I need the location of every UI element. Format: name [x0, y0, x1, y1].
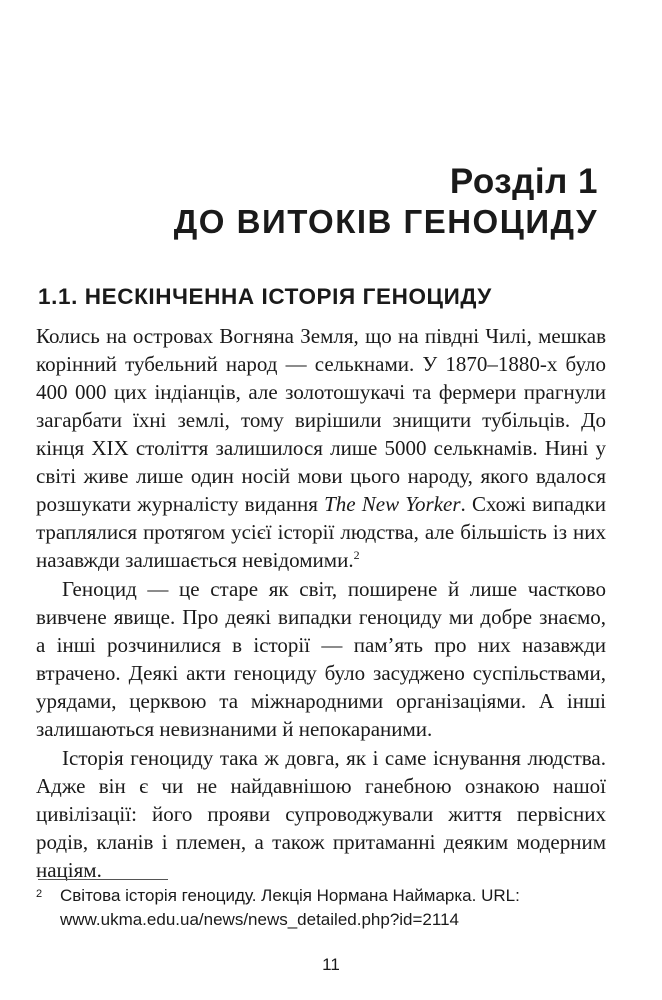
paragraph-1: [36, 322, 606, 574]
paragraph-3: Історія геноциду така ж довга, як і саме існування людства. Адже він є чи не найдавнішою ганебною ознакою нашої цивілізації: його прояви супроводжували життя первісних родів, кланів і племен, а також притаманні деяким модерним націям.: [36, 746, 606, 882]
paragraph-1-text-start: Колись на островах Вогняна Земля, що на півдні Чилі, мешкав корінний тубельний народ — селькнами. У 1870–1880-х було 400 000 цих індіанців, але золотошукачі та фермери прагнули загарбати їхні землі, тому вирішили знищити тубільців. До кінця XIX століття залишилося лише 5000 селькнамів. Нині у світі живе лише один носій мови цього народу, якого вдалося розшукати журналісту видання: [36, 324, 606, 516]
footnote-text: Світова історія геноциду. Лекція Нормана Наймарка. URL: www.ukma.edu.ua/news/news_detailed.php?id=2114: [60, 886, 520, 929]
footnote-reference[interactable]: 2: [353, 548, 360, 562]
paragraph-1-text-end: . Схожі випадки траплялися протягом усієї історії людства, але більшість із них назавжди залишається невідомими.: [36, 492, 606, 572]
footnote-mark: 2: [36, 888, 43, 900]
section-heading: 1.1. НЕСКІНЧЕННА ІСТОРІЯ ГЕНОЦИДУ: [38, 284, 492, 309]
chapter-title: ДО ВИТОКІВ ГЕНОЦИДУ: [173, 203, 598, 240]
footnote: [36, 884, 606, 932]
chapter-label: Розділ 1: [449, 162, 598, 201]
page-number: 11: [322, 955, 340, 974]
publication-title: The New Yorker: [324, 492, 461, 516]
body-text: [36, 322, 606, 884]
paragraph-2: Геноцид — це старе як світ, поширене й лише частково вивчене явище. Про деякі випадки геноциду ми добре знаємо, а інші розчинилися в історії — пам’ять про них назавжди втрачено. Деякі акти геноциду було засуджено суспільствами, урядами, церквою та міжнародними організаціями. А інші залишаються невизнаними й непокараними.: [36, 577, 606, 741]
footnote-divider: [38, 879, 168, 880]
